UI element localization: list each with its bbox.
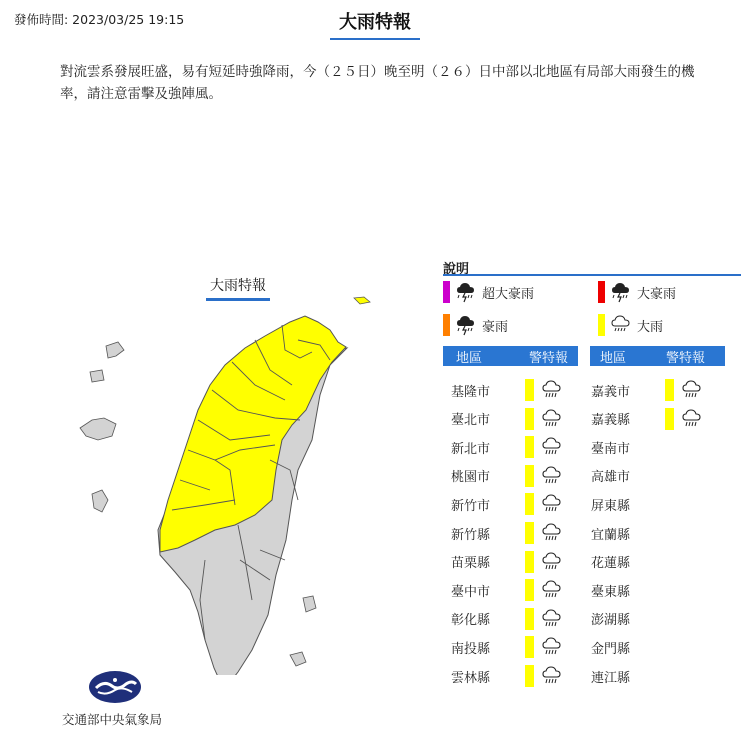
rain-cloud-icon bbox=[540, 665, 564, 687]
legend-label: 大豪雨 bbox=[637, 286, 677, 302]
rain-cloud-icon bbox=[540, 436, 564, 458]
county-row bbox=[443, 665, 564, 687]
rain-cloud-icon bbox=[680, 408, 704, 430]
county-row bbox=[583, 579, 653, 601]
alert-level-bar bbox=[525, 522, 534, 544]
county-name: 臺北市 bbox=[451, 413, 491, 429]
county-row bbox=[443, 522, 564, 544]
header-region: 地區 bbox=[600, 350, 627, 366]
alert-level-bar bbox=[665, 379, 674, 401]
county-name: 新北市 bbox=[451, 441, 491, 457]
county-row bbox=[583, 551, 653, 573]
alert-level-bar bbox=[525, 608, 534, 630]
county-row bbox=[443, 579, 564, 601]
thunder-rain-icon bbox=[455, 314, 477, 336]
legend-item-super-torrential bbox=[443, 281, 534, 303]
county-row bbox=[583, 636, 653, 658]
county-name: 花蓮縣 bbox=[591, 556, 631, 572]
island-kinmen bbox=[80, 418, 116, 440]
county-name: 金門縣 bbox=[591, 641, 631, 657]
legend-label: 超大豪雨 bbox=[482, 286, 535, 302]
county-name: 臺南市 bbox=[591, 441, 631, 457]
alert-level-bar bbox=[525, 379, 534, 401]
county-name: 嘉義縣 bbox=[591, 413, 631, 429]
county-row bbox=[583, 408, 704, 430]
county-row bbox=[583, 436, 653, 458]
island-matsu bbox=[92, 490, 108, 512]
county-row bbox=[583, 665, 653, 687]
cwb-logo-icon bbox=[88, 670, 142, 704]
alert-level-bar bbox=[525, 408, 534, 430]
rain-cloud-icon bbox=[540, 579, 564, 601]
rain-cloud-icon bbox=[540, 379, 564, 401]
county-name: 南投縣 bbox=[451, 641, 491, 657]
alert-level-bar bbox=[525, 551, 534, 573]
county-row bbox=[443, 436, 564, 458]
county-row bbox=[443, 465, 564, 487]
agency-name: 交通部中央氣象局 bbox=[62, 712, 163, 727]
legend-divider bbox=[443, 274, 741, 276]
county-name: 新竹市 bbox=[451, 498, 491, 514]
county-name: 高雄市 bbox=[591, 470, 631, 486]
thunder-rain-icon bbox=[610, 281, 632, 303]
county-name: 雲林縣 bbox=[451, 670, 491, 686]
legend-swatch bbox=[443, 281, 450, 303]
header-warning: 警特報 bbox=[666, 350, 706, 366]
legend-title: 說明 bbox=[443, 262, 470, 277]
legend-swatch bbox=[598, 314, 605, 336]
header-warning: 警特報 bbox=[529, 350, 569, 366]
page-title: 大雨特報 bbox=[330, 8, 420, 40]
alert-level-bar bbox=[525, 493, 534, 515]
legend-label: 豪雨 bbox=[482, 319, 509, 335]
rain-cloud-icon bbox=[540, 551, 564, 573]
county-row bbox=[443, 408, 564, 430]
island-pengjia bbox=[354, 297, 370, 304]
warning-description: 對流雲系發展旺盛，易有短延時強降雨，今（２５日）晚至明（２６）日中部以北地區有局部大雨發生的機率，請注意雷擊及強陣風。 bbox=[60, 64, 695, 102]
island-green bbox=[303, 596, 316, 612]
table-header-right bbox=[590, 346, 725, 366]
map-title: 大雨特報 bbox=[206, 275, 270, 301]
island-penghu-1 bbox=[106, 342, 124, 358]
county-name: 臺中市 bbox=[451, 584, 491, 600]
table-header-left bbox=[443, 346, 578, 366]
island-penghu-2 bbox=[90, 370, 104, 382]
county-name: 新竹縣 bbox=[451, 527, 491, 543]
rain-cloud-icon bbox=[540, 522, 564, 544]
alert-level-bar bbox=[525, 665, 534, 687]
legend-swatch bbox=[598, 281, 605, 303]
rain-cloud-icon bbox=[540, 636, 564, 658]
alert-level-bar bbox=[665, 408, 674, 430]
rain-cloud-icon bbox=[610, 314, 632, 336]
legend-item-heavy-rain bbox=[598, 314, 663, 336]
alert-level-bar bbox=[525, 579, 534, 601]
county-name: 臺東縣 bbox=[591, 584, 631, 600]
county-row bbox=[443, 636, 564, 658]
county-row bbox=[583, 522, 653, 544]
county-row bbox=[443, 551, 564, 573]
county-name: 澎湖縣 bbox=[591, 613, 631, 629]
legend-swatch bbox=[443, 314, 450, 336]
rain-cloud-icon bbox=[540, 493, 564, 515]
taiwan-map bbox=[60, 265, 400, 675]
county-name: 彰化縣 bbox=[451, 613, 491, 629]
thunder-rain-icon bbox=[455, 281, 477, 303]
rain-cloud-icon bbox=[540, 408, 564, 430]
county-row bbox=[583, 608, 653, 630]
county-name: 苗栗縣 bbox=[451, 556, 491, 572]
rain-cloud-icon bbox=[540, 608, 564, 630]
alert-level-bar bbox=[525, 436, 534, 458]
legend-item-extremely-heavy bbox=[598, 281, 676, 303]
county-name: 連江縣 bbox=[591, 670, 631, 686]
island-orchid bbox=[290, 652, 306, 666]
alert-level-bar bbox=[525, 465, 534, 487]
county-row bbox=[443, 608, 564, 630]
county-name: 宜蘭縣 bbox=[591, 527, 631, 543]
county-row bbox=[443, 493, 564, 515]
county-name: 基隆市 bbox=[451, 384, 491, 400]
rain-cloud-icon bbox=[680, 379, 704, 401]
county-name: 桃園市 bbox=[451, 470, 491, 486]
county-name: 屏東縣 bbox=[591, 498, 631, 514]
county-row bbox=[583, 493, 653, 515]
alert-level-bar bbox=[525, 636, 534, 658]
county-row bbox=[583, 379, 704, 401]
rain-cloud-icon bbox=[540, 465, 564, 487]
legend-label: 大雨 bbox=[637, 319, 664, 335]
county-row bbox=[583, 465, 653, 487]
county-name: 嘉義市 bbox=[591, 384, 631, 400]
legend-item-torrential bbox=[443, 314, 508, 336]
issued-time: 發佈時間: 2023/03/25 19:15 bbox=[14, 12, 185, 27]
county-row bbox=[443, 379, 564, 401]
header-region: 地區 bbox=[456, 350, 483, 366]
